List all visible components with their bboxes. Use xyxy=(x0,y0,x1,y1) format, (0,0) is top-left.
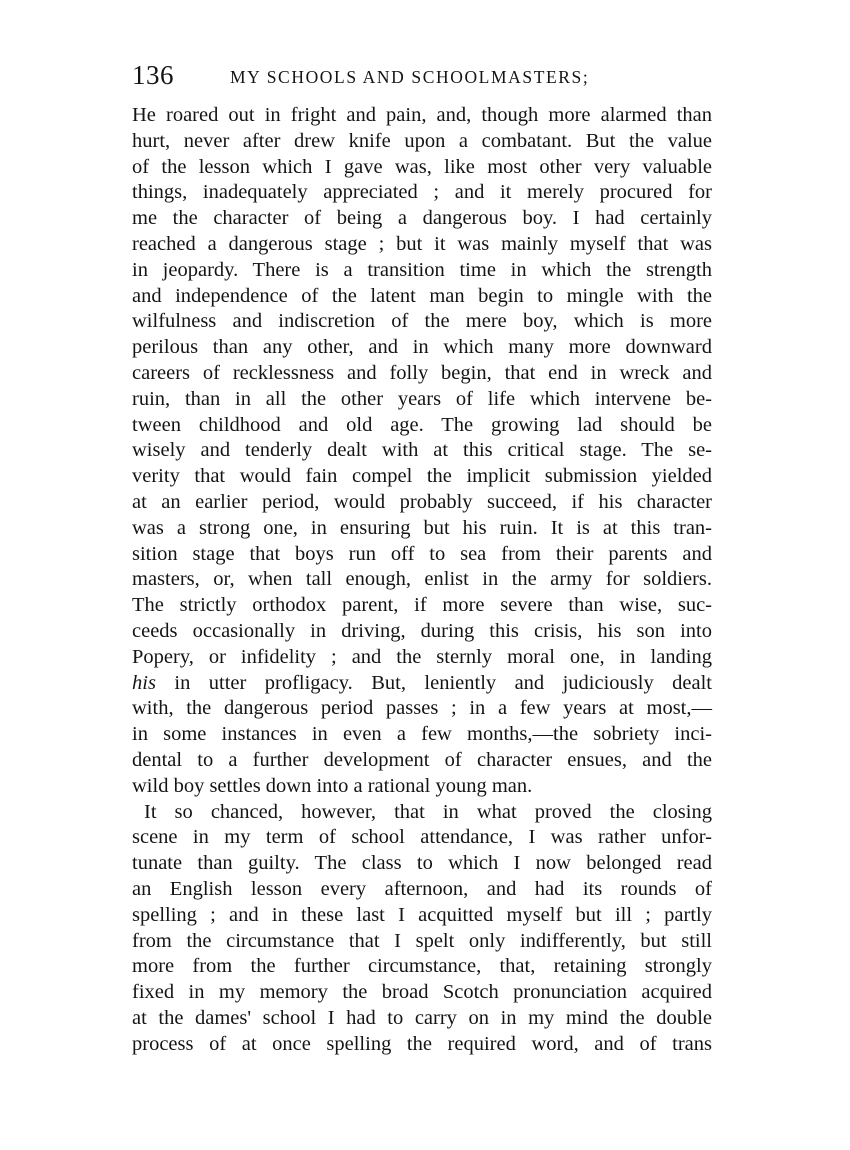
text-line: from the circumstance that I spelt only indifferently, but still xyxy=(132,929,712,952)
text-line: reached a dangerous stage ; but it was mainly myself that was xyxy=(132,232,712,255)
page-number: 136 xyxy=(132,60,174,90)
text-line: wild boy settles down into a rational young man. xyxy=(132,774,533,797)
paragraph xyxy=(132,800,712,1058)
text-line: hurt, never after drew knife upon a combatant. But the value xyxy=(132,129,712,152)
text-line: spelling ; and in these last I acquitted myself but ill ; partly xyxy=(132,903,712,926)
text-line: perilous than any other, and in which many more downward xyxy=(132,336,712,359)
text-line: dental to a further development of character ensues, and the xyxy=(132,748,712,771)
text-line: process of at once spelling the required word, and of trans xyxy=(132,1032,712,1055)
text-line: at an earlier period, would probably succeed, if his character xyxy=(132,490,712,513)
text-line: ruin, than in all the other years of life which intervene be- xyxy=(132,387,712,410)
text-line: fixed in my memory the broad Scotch pronunciation acquired xyxy=(132,981,712,1004)
text-line: of the lesson which I gave was, like most other very valuable xyxy=(132,155,712,178)
running-title: MY SCHOOLS AND SCHOOLMASTERS; xyxy=(230,67,590,87)
text-line: and independence of the latent man begin to mingle with the xyxy=(132,284,712,307)
text-line: masters, or, when tall enough, enlist in the army for soldiers. xyxy=(132,568,712,591)
text-line: ceeds occasionally in driving, during this crisis, his son into xyxy=(132,619,712,642)
text-line: more from the further circumstance, that, retaining strongly xyxy=(132,955,712,978)
text-line: careers of recklessness and folly begin, that end in wreck and xyxy=(132,361,712,384)
text-line: It so chanced, however, that in what proved the closing xyxy=(144,800,712,823)
text-line: in jeopardy. There is a transition time in which the strength xyxy=(132,258,712,281)
text-line: an English lesson every afternoon, and had its rounds of xyxy=(132,877,712,900)
text-line: wisely and tenderly dealt with at this critical stage. The se- xyxy=(132,439,712,462)
text-line: me the character of being a dangerous boy. I had certainly xyxy=(132,207,712,230)
running-head xyxy=(132,58,712,92)
text-line: wilfulness and indiscretion of the mere boy, which is more xyxy=(132,310,712,333)
text-line: in some instances in even a few months,—the sobriety inci- xyxy=(132,723,712,746)
text-line: scene in my term of school attendance, I was rather unfor- xyxy=(132,826,712,849)
text-line: was a strong one, in ensuring but his ruin. It is at this tran- xyxy=(132,516,712,539)
text-line: He roared out in fright and pain, and, though more alarmed than xyxy=(132,104,712,126)
text-line: things, inadequately appreciated ; and it merely procured for xyxy=(132,181,712,204)
italic-word: his xyxy=(132,671,156,694)
text-line: The strictly orthodox parent, if more severe than wise, suc- xyxy=(132,594,712,617)
text-line-with-italic xyxy=(132,671,712,697)
text-line: Popery, or infidelity ; and the sternly moral one, in landing xyxy=(132,645,712,668)
text-line: tween childhood and old age. The growing lad should be xyxy=(132,413,712,436)
text-line: verity that would fain compel the implicit submission yielded xyxy=(132,465,712,488)
text-line: at the dames' school I had to carry on in my mind the double xyxy=(132,1006,712,1029)
body-text xyxy=(132,103,712,1057)
text-line-rest: in utter profligacy. But, leniently and judiciously dealt xyxy=(174,671,712,694)
text-line: sition stage that boys run off to sea from their parents and xyxy=(132,542,712,565)
paragraph xyxy=(132,103,712,800)
text-line: with, the dangerous period passes ; in a few years at most,— xyxy=(132,697,712,720)
text-line: tunate than guilty. The class to which I now belonged read xyxy=(132,852,712,875)
